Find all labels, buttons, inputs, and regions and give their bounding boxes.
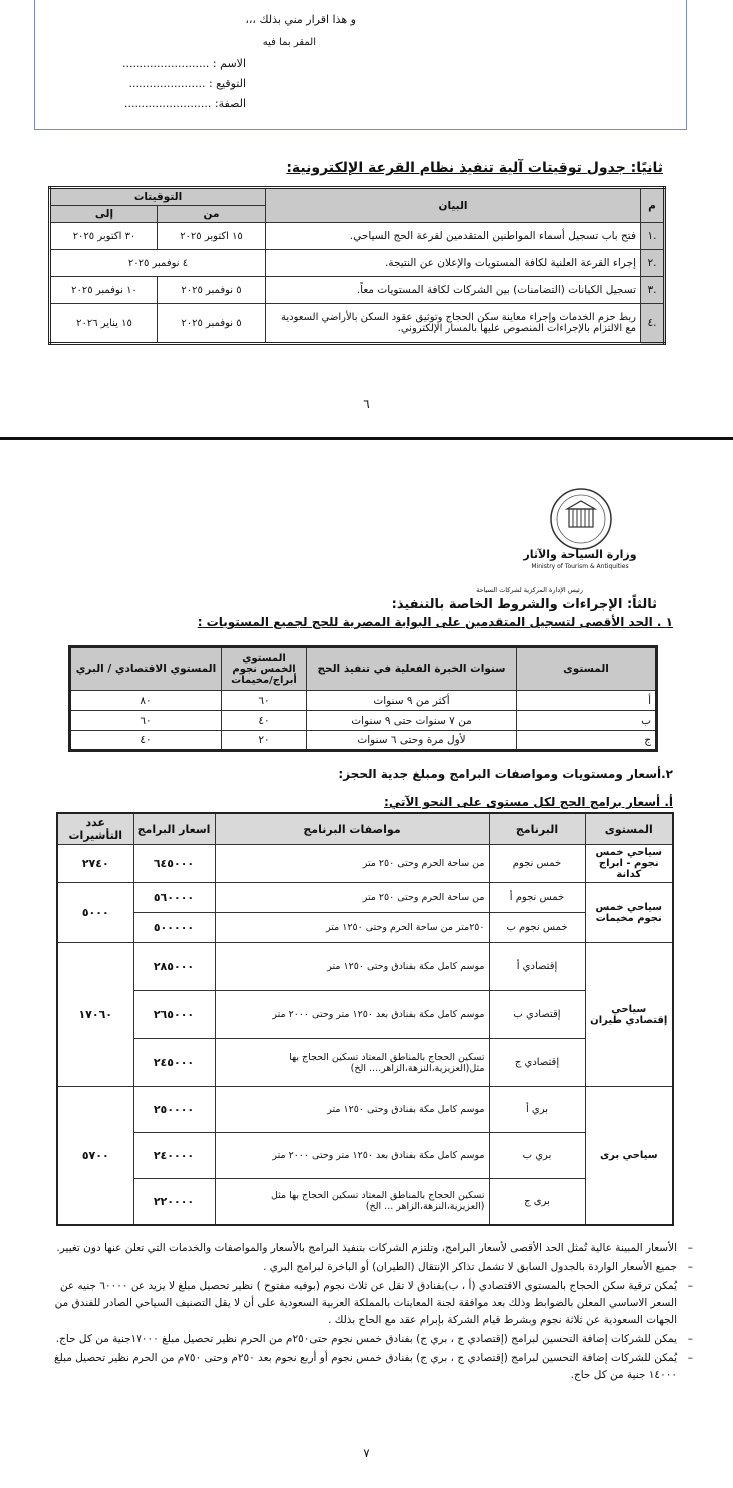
table-row [70,711,657,731]
declaration-name: الاسم : ......................... [122,57,246,70]
table-row [50,277,665,304]
program-spec: تسكين الحجاج بالمناطق المعتاد تسكين الحجاج بها مثل(العزيزية،النزهة،الزاهر.... الخ) [215,1039,489,1087]
row-num: .٤ [641,304,665,344]
col-header-level: المستوى [585,813,673,845]
note-item: – جميع الأسعار الواردة بالجدول السابق لا تشمل تذاكر الإنتقال (الطيران) أو الباخرة لبرامج البري . [43,1259,693,1276]
program-spec: ٢٥٠متر من ساحة الحرم وحتى ١٢٥٠ متر [215,913,489,943]
program-name: إقتصادي ج [489,1039,585,1087]
program-price: ٢٥٠٠٠٠ [133,1087,215,1133]
section-heading: ثالثاً: الإجراءات والشروط الخاصة بالتنفيذ: [391,597,657,612]
note-item: – يمكن للشركات إضافة التحسين لبرامج (إقتصادي ج ، بري ج) بفنادق خمس نجوم حتى٢٥٠م من الحرم نظير تحصيل مبلغ ١٧٠٠٠جنية من كل حاج. [43,1331,693,1348]
programs-table [56,812,674,1226]
row-years: من ٧ سنوات حتى ٩ سنوات [307,711,517,731]
table-row [70,691,657,711]
program-name: خمس نجوم ب [489,913,585,943]
declaration-line-1: و هذا اقرار مني بذلك ،،، [245,13,356,26]
declaration-signature: التوقيع : ...................... [128,77,246,90]
program-price: ٢٤٠٠٠٠ [133,1133,215,1179]
note-item: – الأسعار المبينة عالية تُمثل الحد الأقصى لأسعار البرامج، وتلتزم الشركات بتنفيذ البرامج بالأسعار والمواصفات والخدمات التي تعلن عنها دون تغيير. [43,1240,693,1257]
row-date-merged: ٤ نوفمبر ٢٠٢٥ [50,250,266,277]
row-five-star: ٤٠ [222,711,307,731]
table-row [57,845,673,883]
program-spec: موسم كامل مكة بفنادق وحتى ١٢٥٠ متر [215,943,489,991]
row-statement: ربط حزم الخدمات وإجراء معاينة سكن الحجاج وتوثيق عقود السكن بالأراضي السعودية مع الالتزام بالإجراءات المنصوص عليها بالمسار الإلكتروني. [266,304,641,344]
program-spec: موسم كامل مكة بفنادق بعد ١٢٥٠ متر وحتى ٢٠٠٠ متر [215,991,489,1039]
row-five-star: ٢٠ [222,731,307,751]
row-economy: ٦٠ [70,711,222,731]
col-header-to: إلى [50,206,158,223]
table-row [57,1179,673,1225]
row-level: ب [517,711,657,731]
group-visas: ٢٧٤٠ [57,845,133,883]
col-header-price: اسعار البرامج [133,813,215,845]
table-row [50,304,665,344]
col-header-statement: البيان [266,188,641,223]
col-header-num: م [641,188,665,223]
item-2-heading: ٢.أسعار ومستويات ومواصفات البرامج ومبلغ جدية الحجز: [338,767,673,781]
program-name: إقتصادي ب [489,991,585,1039]
col-header-five-star: المستوي الخمس نجوم أبراج/مخيمات [222,647,307,691]
col-header-economy: المستوي الاقتصادي / البري [70,647,222,691]
row-statement: تسجيل الكيانات (التضامنات) بين الشركات لكافة المستويات معاً. [266,277,641,304]
row-num: .٢ [641,250,665,277]
row-from: ٥ نوفمبر ٢٠٢٥ [158,277,266,304]
table-row [57,883,673,913]
table-row [57,913,673,943]
group-level: سياحي برى [585,1087,673,1225]
col-header-timings: التوقيتات [50,188,266,206]
program-name: بري أ [489,1087,585,1133]
program-name: خمس نجوم [489,845,585,883]
program-price: ٥٦٠٠٠٠ [133,883,215,913]
program-spec: موسم كامل مكة بفنادق بعد ١٢٥٠ متر وحتى ٢٠٠٠ متر [215,1133,489,1179]
ministry-name-en: Ministry of Tourism & Antiquities [531,563,629,570]
row-num: .٣ [641,277,665,304]
timings-heading: ثانيًا: جدول توقيتات آلية تنفيذ نظام القرعة الإلكترونية: [286,160,663,176]
col-header-visas: عدد التأشيرات [57,813,133,845]
table-row [70,731,657,751]
row-five-star: ٦٠ [222,691,307,711]
col-header-from: من [158,206,266,223]
col-header-spec: مواصفات البرنامج [215,813,489,845]
row-to: ١٥ يناير ٢٠٢٦ [50,304,158,344]
program-name: خمس نجوم أ [489,883,585,913]
row-years: لأول مرة وحتى ٦ سنوات [307,731,517,751]
row-statement: إجراء القرعة العلنية لكافة المستويات والإعلان عن النتيجة. [266,250,641,277]
table-row [57,1087,673,1133]
note-item: – يُمكن ترقية سكن الحجاج بالمستوى الاقتصادي (أ ، ب)بفنادق لا تقل عن ثلاث نجوم (بوفيه مفتوح ) نظير تحصيل مبلغ لا يزيد عن ٦٠٠٠٠ جنيه عن السعر الاساسي المعلن بالضوابط وذلك بعد موافقة لجنة المعاينات بالمملكة العربية السعودية على أن لا يقل التصنيف السياحي الصادر للفندق من الجهات السعودية عن ثلاثة نجوم وبشرط قيام الشركة بإبرام عقد مع الحاج بذلك . [43,1278,693,1329]
declaration-title: الصفة: ......................... [123,97,246,110]
program-price: ٢٤٥٠٠٠ [133,1039,215,1087]
group-visas: ١٧٠٦٠ [57,943,133,1087]
table-row [57,1133,673,1179]
row-statement: فتح باب تسجيل أسماء المواطنين المتقدمين لقرعة الحج السياحي. [266,223,641,250]
table-row [57,1039,673,1087]
row-to: ١٠ نوفمبر ٢٠٢٥ [50,277,158,304]
page-number: ٦ [363,397,370,411]
row-level: ج [517,731,657,751]
group-level: سياحي خمس نجوم مخيمات [585,883,673,943]
program-spec: من ساحة الحرم وحتى ٢٥٠ متر [215,845,489,883]
group-level: سياحي خمس نجوم - ابراج كدانة [585,845,673,883]
note-item: – يُمكن للشركات إضافة التحسين لبرامج (إقتصادي ج ، بري ج) بفنادق خمس نجوم أو أربع نجوم بعد ٢٥٠م وحتى ٧٥٠م من الحرم نظير تحصيل مبلغ ١٤٠٠٠ جنية من كل حاج. [43,1350,693,1384]
group-level: سياحي إقتصادي طيران [585,943,673,1087]
col-header-level: المستوى [517,647,657,691]
program-spec: موسم كامل مكة بفنادق وحتى ١٢٥٠ متر [215,1087,489,1133]
group-visas: ٥٧٠٠ [57,1087,133,1225]
timings-table [48,186,666,345]
page-number: ٧ [363,1446,370,1460]
row-num: .١ [641,223,665,250]
row-economy: ٨٠ [70,691,222,711]
row-economy: ٤٠ [70,731,222,751]
row-from: ٥ نوفمبر ٢٠٢٥ [158,304,266,344]
col-header-program: البرنامج [489,813,585,845]
program-spec: من ساحة الحرم وحتى ٢٥٠ متر [215,883,489,913]
program-name: بري ب [489,1133,585,1179]
row-to: ٣٠ اكتوبر ٢٠٢٥ [50,223,158,250]
declaration-line-2: المقر بما فيه [262,37,316,48]
levels-table [68,645,658,752]
program-price: ٥٠٠٠٠٠ [133,913,215,943]
row-years: أكثر من ٩ سنوات [307,691,517,711]
declaration-box [34,0,687,130]
program-price: ٢٢٠٠٠٠ [133,1179,215,1225]
row-level: أ [517,691,657,711]
table-row [57,943,673,991]
program-name: إقتصادي أ [489,943,585,991]
notes-list [43,1240,693,1386]
page-divider [0,437,733,440]
row-from: ١٥ اكتوبر ٢٠٢٥ [158,223,266,250]
department-line: رئيس الإدارة المركزية لشركات السياحة [476,586,583,594]
group-visas: ٥٠٠٠ [57,883,133,943]
item-1-heading: ١ . الحد الأقصى لتسجيل المتقدمين على البوابة المصرية للحج لجميع المستويات : [197,615,673,629]
ministry-name-ar: وزارة السياحة والآثار [523,548,637,561]
item-2a-heading: أ. أسعار برامج الحج لكل مستوى على النحو الآتي: [384,795,673,809]
table-row [50,223,665,250]
program-name: برى ج [489,1179,585,1225]
table-row [57,991,673,1039]
program-spec: تسكين الحجاج بالمناطق المعتاد تسكين الحجاج بها مثل (العزيزية،النزهة،الزاهر ... الخ) [215,1179,489,1225]
col-header-years: سنوات الخبرة الفعلية في تنفيذ الحج [307,647,517,691]
program-price: ٢٦٥٠٠٠ [133,991,215,1039]
program-price: ٦٤٥٠٠٠ [133,845,215,883]
table-row [50,250,665,277]
program-price: ٢٨٥٠٠٠ [133,943,215,991]
